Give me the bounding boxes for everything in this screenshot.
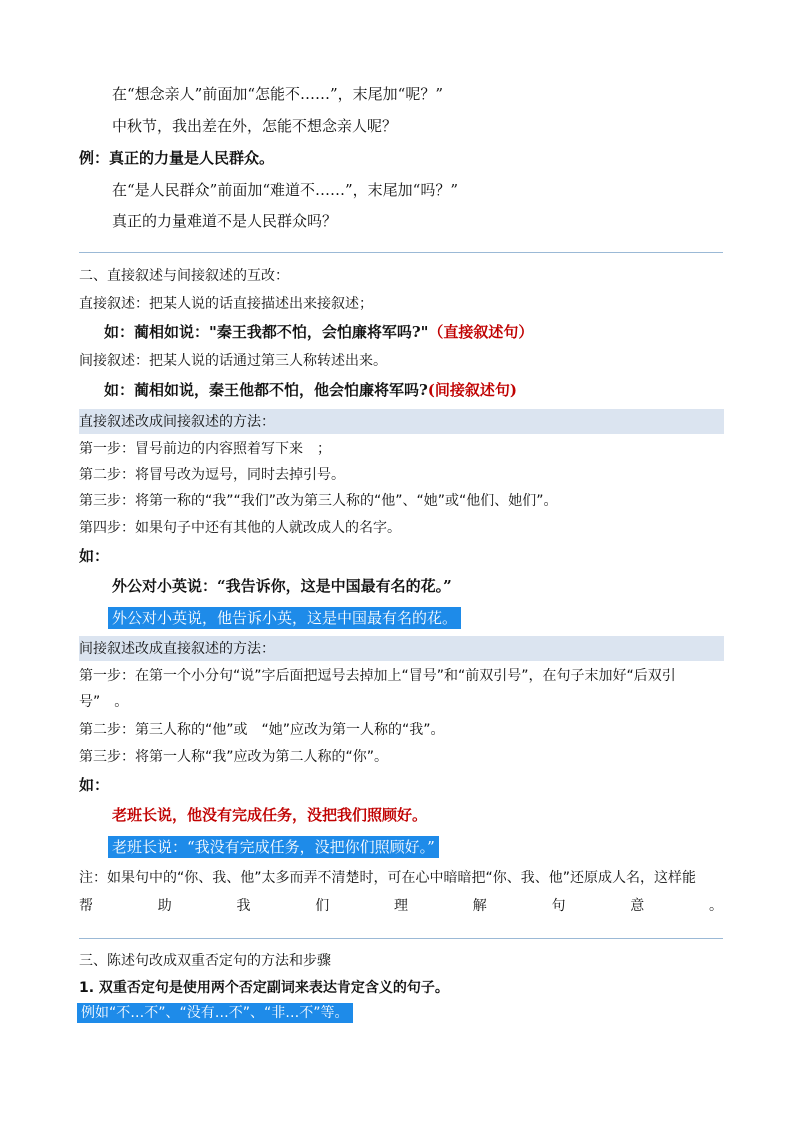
indirect-definition: 间接叙述：把某人说的话通过第三人称转述出来。 xyxy=(79,353,387,369)
section-3-example xyxy=(77,1003,353,1023)
method-2-step-1-cont: 号” 。 xyxy=(79,694,129,710)
method-2-step-2: 第二步：第三人称的“他”或 “她”应改为第一人称的“我”。 xyxy=(79,722,445,738)
method-1-answer xyxy=(108,608,461,628)
method-1-step-4: 第四步：如果句子中还有其他的人就改成人的名字。 xyxy=(79,520,401,536)
method-2-title: 间接叙述改成直接叙述的方法： xyxy=(79,641,275,657)
section-3-point-1: 1. 双重否定句是使用两个否定副词来表达肯定含义的句子。 xyxy=(79,980,449,996)
method-2-example: 老班长说，他没有完成任务，没把我们照顾好。 xyxy=(112,806,428,824)
method-1-ru: 如： xyxy=(79,547,110,565)
example-instruction-2: 在“是人民群众”前面加“难道不……”，末尾加“吗？” xyxy=(112,181,459,199)
method-1-example: 外公对小英说：“我告诉你，这是中国最有名的花。” xyxy=(112,577,452,595)
method-2-answer-highlight: 老班长说：“我没有完成任务，没把你们照顾好。” xyxy=(108,836,439,858)
method-1-step-3: 第三步：将第一称的“我”“我们”改为第三人称的“他”、“她”或“他们、她们”。 xyxy=(79,493,558,509)
direct-example xyxy=(104,322,533,342)
example-instruction-1: 在“想念亲人”前面加“怎能不……”，末尾加“呢？” xyxy=(112,85,444,103)
section-3-example-highlight: 例如“不…不”、“没有…不”、“非…不”等。 xyxy=(77,1003,353,1023)
section-divider-1 xyxy=(79,252,723,253)
method-2-ru: 如： xyxy=(79,776,110,794)
method-2-step-1: 第一步：在第一个小分句“说”字后面把逗号去掉加上“冒号”和“前双引号”，在句子末加好“后双引 xyxy=(79,668,676,684)
method-1-step-2: 第二步：将冒号改为逗号，同时去掉引号。 xyxy=(79,467,345,483)
method-2-step-3: 第三步：将第一人称“我”应改为第二人称的“你”。 xyxy=(79,749,389,765)
direct-tag: （直接叙述句） xyxy=(428,323,534,341)
indirect-example xyxy=(104,380,517,400)
indirect-tag: (间接叙述句) xyxy=(427,381,517,399)
example-sentence-2: 例：真正的力量是人民群众。 xyxy=(79,149,275,167)
section-2-title: 二、直接叙述与间接叙述的互改： xyxy=(79,268,289,284)
method-1-answer-highlight: 外公对小英说，他告诉小英，这是中国最有名的花。 xyxy=(108,607,461,629)
method-2-answer xyxy=(108,837,439,857)
direct-example-text: 如：蔺相如说："秦王我都不怕，会怕廉将军吗?" xyxy=(104,323,429,341)
section-3-title: 三、陈述句改成双重否定句的方法和步骤 xyxy=(79,953,331,969)
section-divider-2 xyxy=(79,938,723,939)
direct-definition: 直接叙述：把某人说的话直接描述出来接叙述； xyxy=(79,296,373,312)
example-answer-2: 真正的力量难道不是人民群众吗？ xyxy=(112,212,338,230)
method-1-title: 直接叙述改成间接叙述的方法： xyxy=(79,414,275,430)
note-line-1: 注：如果句中的“你、我、他”太多而弄不清楚时，可在心中暗暗把“你、我、他”还原成人名，这样能 xyxy=(79,870,697,886)
example-answer-1: 中秋节，我出差在外，怎能不想念亲人呢？ xyxy=(112,117,398,135)
indirect-example-text: 如：蔺相如说，秦王他都不怕，他会怕廉将军吗? xyxy=(104,381,428,399)
note-line-2: 帮 助 我 们 理 解 句 意 。 xyxy=(79,898,723,914)
method-1-step-1: 第一步：冒号前边的内容照着写下来 ； xyxy=(79,441,331,457)
